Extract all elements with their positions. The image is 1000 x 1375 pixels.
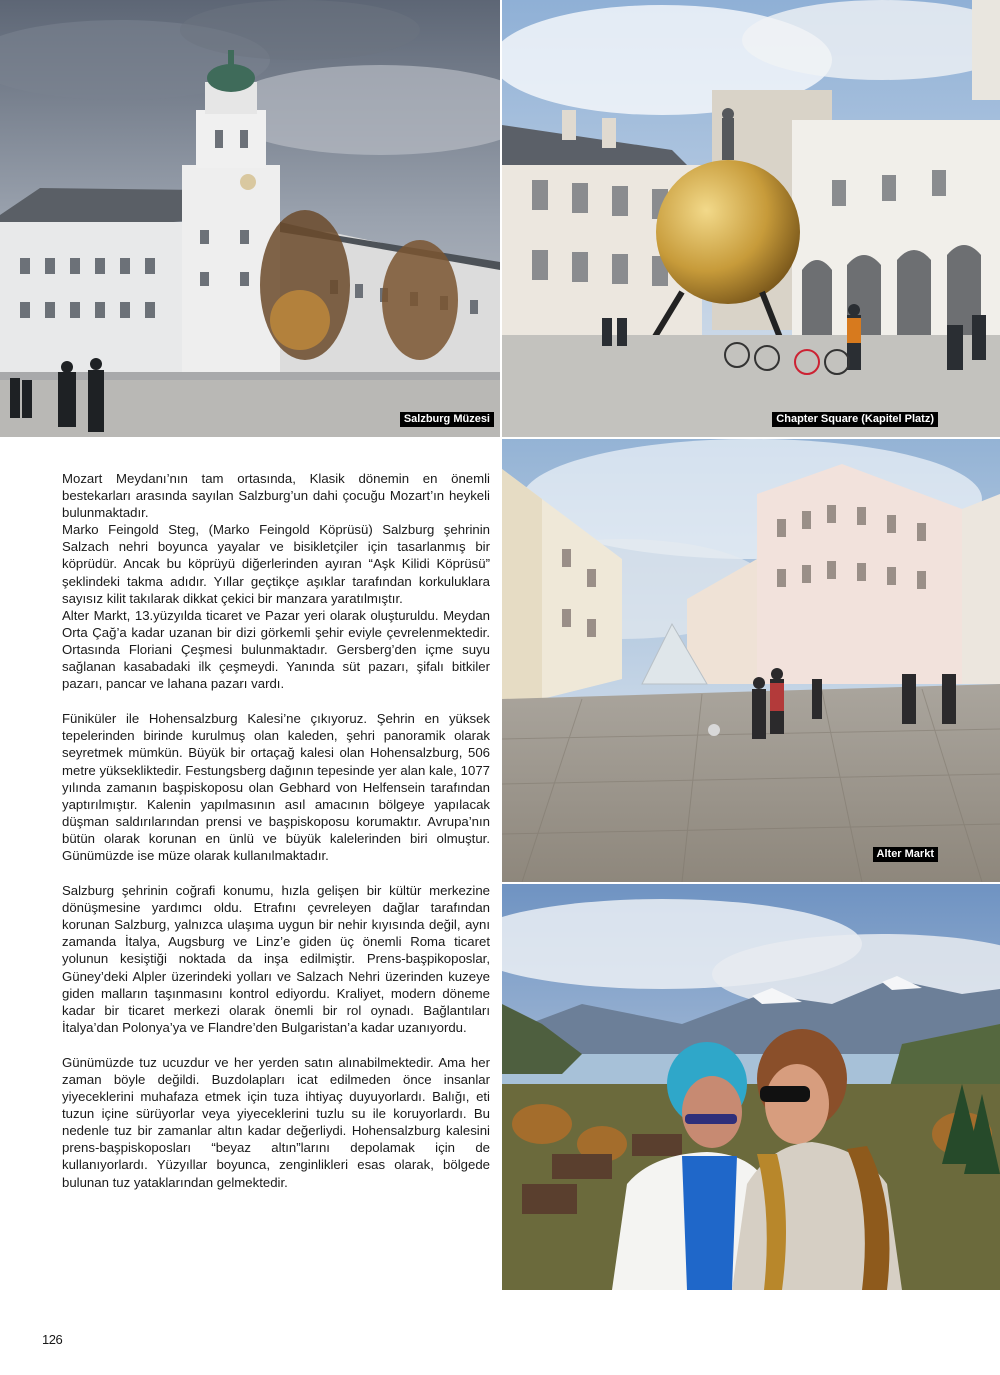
page-number: 126 — [42, 1332, 63, 1347]
chapter-square-photo-image — [502, 0, 1000, 437]
alter-markt-caption: Alter Markt — [873, 847, 938, 862]
alter-markt-photo — [502, 439, 1000, 882]
museum-caption: Salzburg Müzesi — [400, 412, 494, 427]
paragraph-salt: Günümüzde tuz ucuzdur ve her yerden satın alınabilmektedir. Ama her zaman böyle değildi. Buzdolapları icat edilmeden önce insanlar yiyeceklerini muhafaza etmek için tuza ihtiyaç duyuyorlardı. Balığı, eti tuzun içine sürüyorlar veya yiyeceklerini tuzlu su ile koruyorlardı. Bu nedenle tuz bir zamanlar altın kadar değerliydi. Hohensalzburg kalesini prens-başpiskoposları “beyaz altın”larını depolamak için de kullanıyorlardı. Yüzyıllar boyunca, zenginlikleri esas olarak, bölgede bulunan tuz yataklarından gelmektedir. — [62, 1054, 490, 1190]
alter-markt-photo-image — [502, 439, 1000, 882]
museum-photo — [0, 0, 500, 437]
chapter-square-photo — [502, 0, 1000, 437]
paragraph-alter-markt: Alter Markt, 13.yüzyılda ticaret ve Pazar yeri olarak oluşturuldu. Meydan Orta Çağ’a kadar uzanan bir dizi görkemli şehir eviyle çevrelenmektedir. Ortasında Floriani Çeşmesi bulunmaktadır. Gersberg’den içme suyu sağlanan kasabadaki ilk çeşmeydi. Yanında süt pazarı, şifalı bitkiler pazarı, pancar ve lahana pazarı vardı. — [62, 607, 490, 692]
portrait-photo-image — [502, 884, 1000, 1290]
paragraph-hohensalzburg: Füniküler ile Hohensalzburg Kalesi’ne çıkıyoruz. Şehrin en yüksek tepelerinden birinde kurulmuş olan kaleden, şehri panoramik olarak seyretmek mümkün. Büyük bir ortaçağ kalesi olan Hohensalzburg, 506 metre yüksekliktedir. Festungsberg dağının tepesinde yer alan kale, 1077 yılında zamanın başpiskoposu olan Gebhard von Helfensein tarafından yaptırılmıştır. Kalenin yapılmasının asıl amacının bölgeye yapılacak düşman saldırılarından prensi ve başpiskoposu korumaktır. Avrupa’nın bütün olarak korunan en ünlü ve büyük kalelerinden biri olmuştur. Günümüzde ise müze olarak kullanılmaktadır. — [62, 711, 490, 863]
chapter-square-caption: Chapter Square (Kapitel Platz) — [772, 412, 938, 427]
paragraph-geography: Salzburg şehrinin coğrafi konumu, hızla gelişen bir kültür merkezine dönüşmesine yardımcı oldu. Etrafını çevreleyen dağlar tarafından korunan Salzburg, yalnızca ulaşıma uygun bir nehir kıyısında değil, aynı zamanda İtalya, Augsburg ve Linz’e giden üç önemli Roma ticaret yolunun kesiştiği noktada da inşa edilmiştir. Prens-başpikoposlar, Güney’deki Alpler üzerindeki yolları ve Salzach Nehri üzerinden kuzeye giden malların taşınmasını kontrol ediyordu. Kraliyet, modern döneme kadar bir ticaret merkezi olarak önemli bir rol oynadı. Bağlantıları İtalya’dan Polonya’ya ve Flandre’den Bulgaristan’a kadar uzanıyordu. — [62, 883, 490, 1035]
article-text — [62, 470, 490, 1191]
paragraph-mozart: Mozart Meydanı’nın tam ortasında, Klasik dönemin en önemli bestekarları arasında sayılan Salzburg’un dahi çocuğu Mozart’ın heykeli bulunmaktadır. — [62, 471, 490, 521]
portrait-photo — [502, 884, 1000, 1290]
paragraph-feingold-bridge: Marko Feingold Steg, (Marko Feingold Köprüsü) Salzburg şehrinin Salzach nehri boyunca yayalar ve bisikletçiler için tasarlanmış bir köprüdür. Ancak bu köprüyü diğerlerinden ayıran “Aşk Kilidi Köprüsü” şeklindeki takma adıdır. Yıllar geçtikçe aşıklar tarafından korkuluklara sayısız kilit takılarak dikkat çekici bir manzara yaratılmıştır. — [62, 522, 490, 606]
museum-photo-image — [0, 0, 500, 437]
